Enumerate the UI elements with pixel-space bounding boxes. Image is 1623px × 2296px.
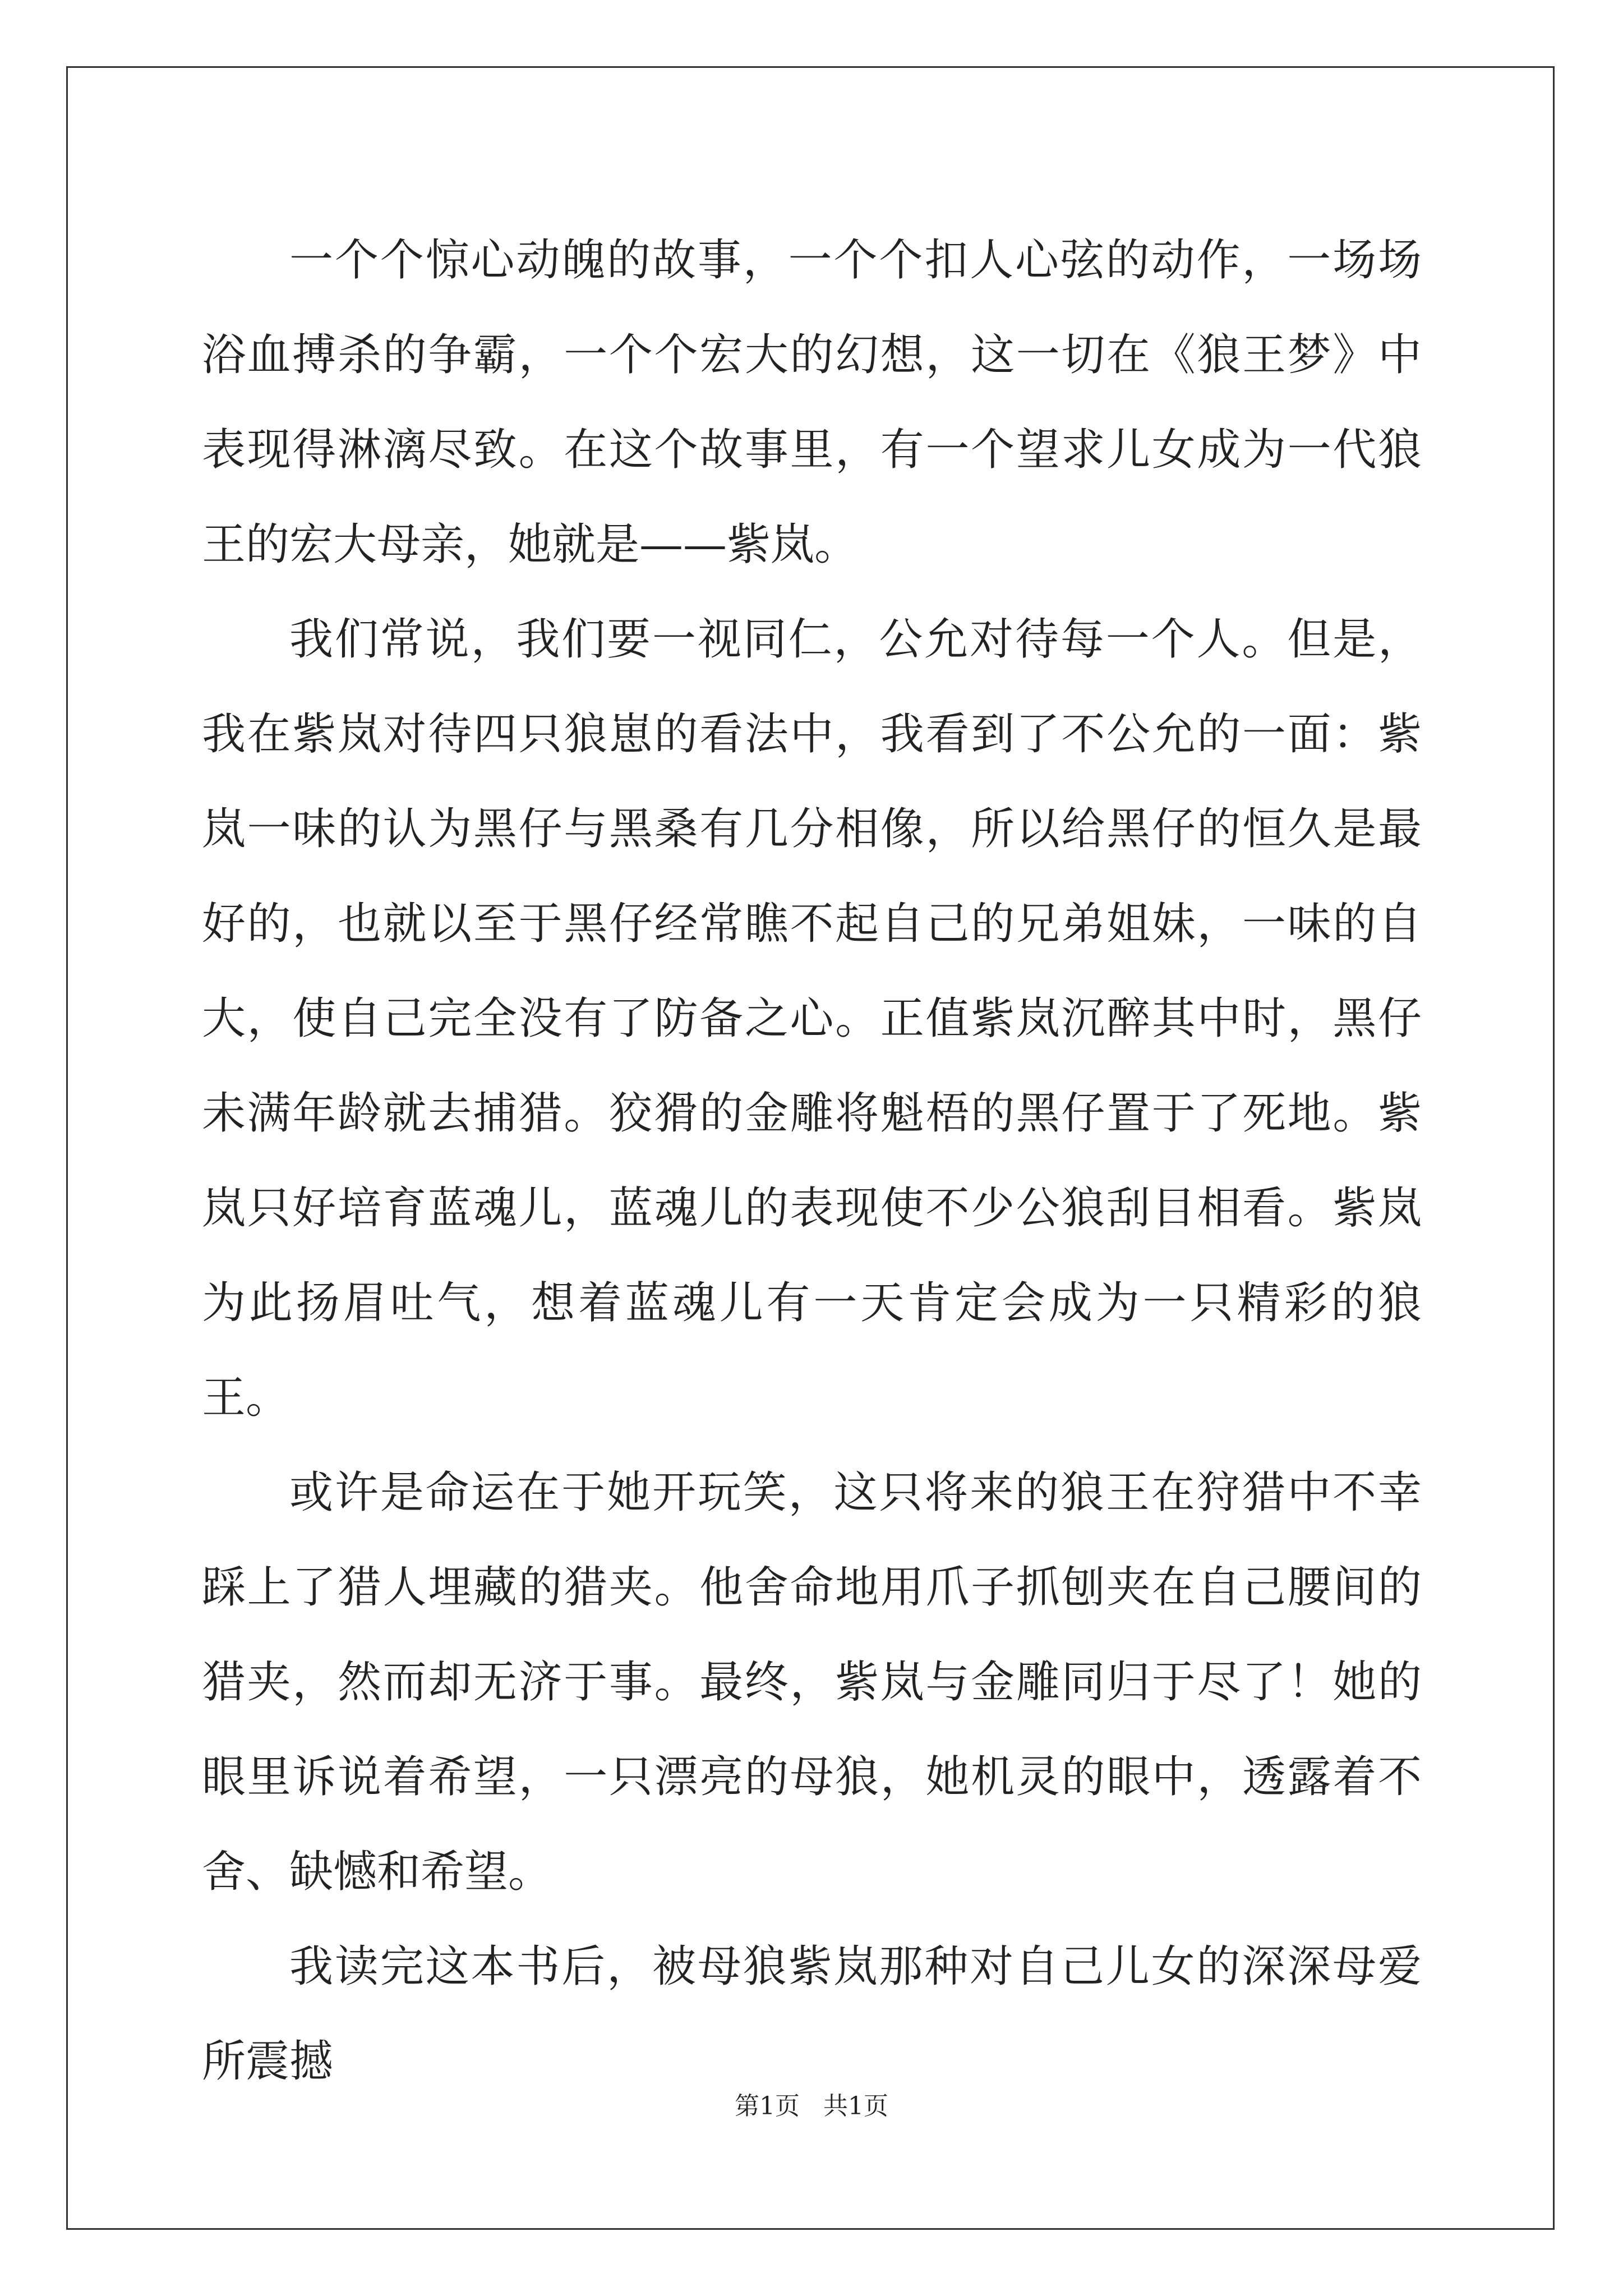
page-footer: 第1页 共1页	[735, 2092, 888, 2120]
paragraph-4: 我读完这本书后，被母狼紫岚那种对自己儿女的深深母爱所震撼	[202, 1941, 1422, 2087]
paragraph-1: 一个个惊心动魄的故事，一个个扣人心弦的动作，一场场浴血搏杀的争霸，一个个宏大的幻想，这一切在《狼王梦》中表现得淋漓尽致。在这个故事里，有一个望求儿女成为一代狼王的宏大母亲，她就是——紫岚。	[202, 235, 1422, 570]
paragraph-3: 或许是命运在于她开玩笑，这只将来的狼王在狩猎中不幸踩上了猎人埋藏的猎夹。他舍命地用爪子抓刨夹在自己腰间的猎夹，然而却无济于事。最终，紫岚与金雕同归于尽了！她的眼里诉说着希望，一只漂亮的母狼，她机灵的眼中，透露着不舍、缺憾和希望。	[202, 1467, 1422, 1897]
paragraph-2: 我们常说，我们要一视同仁，公允对待每一个人。但是，我在紫岚对待四只狼崽的看法中，我看到了不公允的一面：紫岚一味的认为黑仔与黑桑有几分相像，所以给黑仔的恒久是最好的，也就以至于黑仔经常瞧不起自己的兄弟姐妹，一味的自大，使自己完全没有了防备之心。正值紫岚沉醉其中时，黑仔未满年龄就去捕猎。狡猾的金雕将魁梧的黑仔置于了死地。紫岚只好培育蓝魂儿，蓝魂儿的表现使不少公狼刮目相看。紫岚为此扬眉吐气，想着蓝魂儿有一天肯定会成为一只精彩的狼王。	[202, 614, 1422, 1423]
document-body	[202, 213, 1422, 2109]
